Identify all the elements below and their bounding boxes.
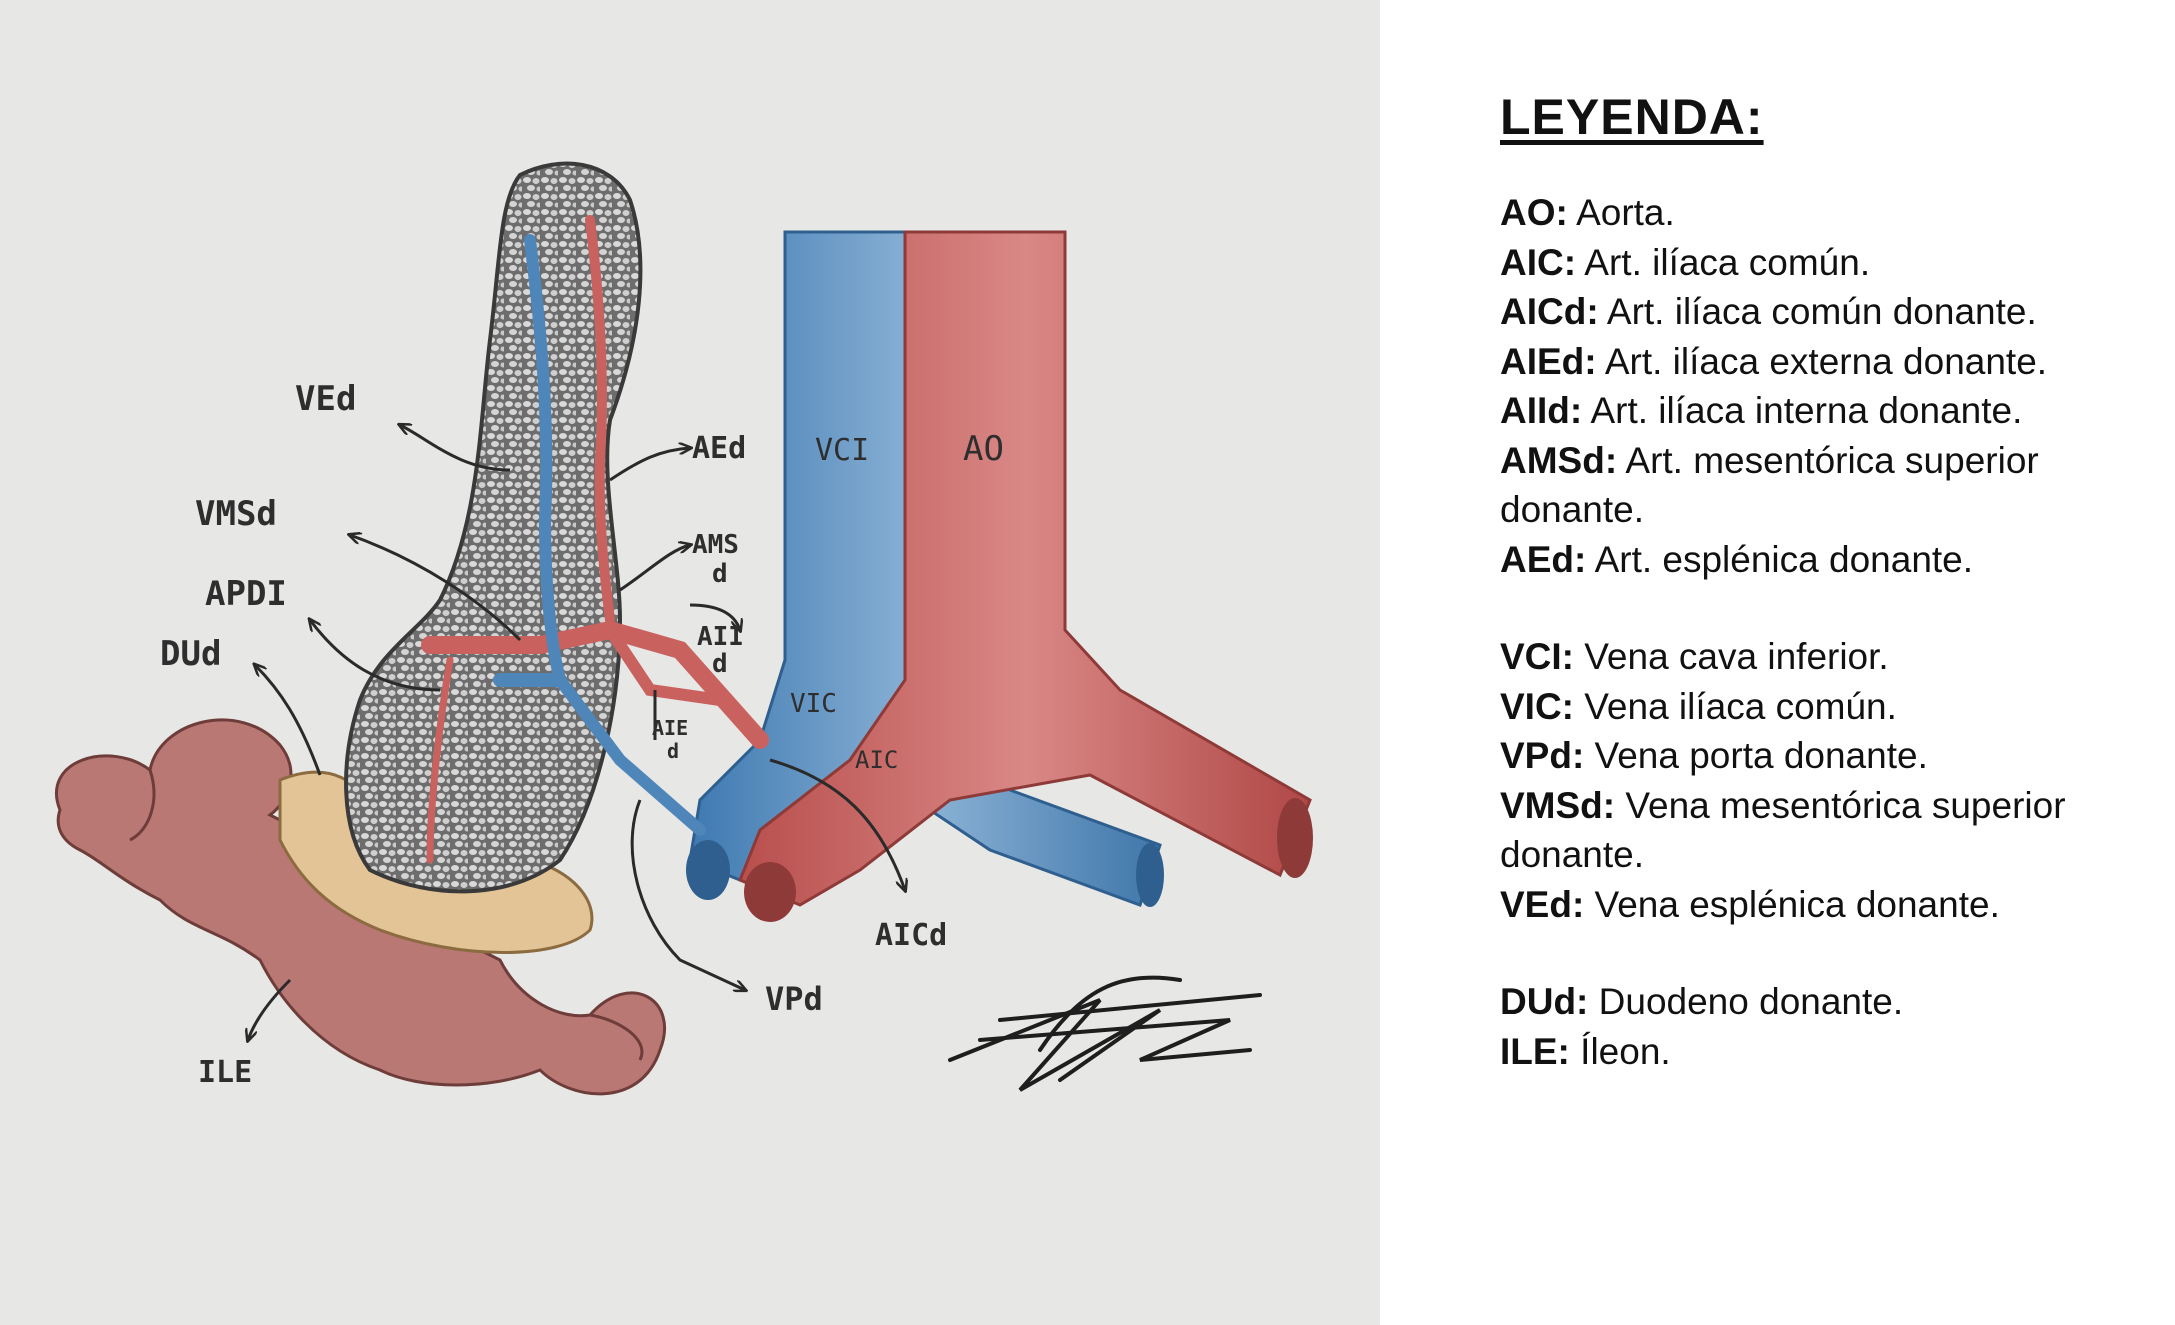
legend-group [1500, 977, 2175, 1076]
legend-description: Art. ilíaca común donante. [1598, 291, 2037, 332]
legend-entry [1500, 682, 2175, 732]
legend-description: Art. ilíaca común. [1576, 241, 1871, 283]
label-aii-line2: d [712, 649, 728, 679]
label-ile: ILE [198, 1055, 253, 1090]
legend-entry [1500, 436, 2175, 535]
legend-abbreviation: AIEd: [1500, 340, 1597, 382]
label-vci: VCI [815, 433, 870, 468]
legend-description: Vena ilíaca común. [1574, 685, 1897, 727]
legend-abbreviation: AICd: [1500, 291, 1599, 332]
legend-title: LEYENDA: [1500, 89, 1764, 145]
legend-entry [1500, 535, 2175, 585]
legend-entry [1500, 977, 2175, 1027]
legend-description: Vena porta donante. [1584, 735, 1928, 776]
label-ams-line2: d [712, 559, 728, 589]
legend-entry [1500, 188, 2175, 238]
legend-entry [1500, 287, 2175, 337]
label-aic: AIC [855, 746, 899, 774]
legend-entry [1500, 386, 2175, 436]
legend-group [1500, 632, 2175, 929]
legend-entry [1500, 880, 2175, 930]
legend [1500, 88, 2175, 1124]
legend-group [1500, 188, 2175, 584]
legend-abbreviation: VMSd: [1500, 784, 1616, 826]
legend-entry [1500, 632, 2175, 682]
legend-entry [1500, 238, 2175, 288]
legend-description: Vena cava inferior. [1574, 636, 1889, 677]
legend-entry [1500, 731, 2175, 781]
legend-abbreviation: VEd: [1500, 883, 1585, 925]
label-vpd: VPd [765, 980, 823, 1018]
legend-description: Duodeno donante. [1588, 981, 1904, 1022]
label-aicd: AICd [875, 918, 948, 953]
legend-description: Aorta. [1567, 192, 1675, 233]
legend-entry [1500, 337, 2175, 387]
legend-entry [1500, 1027, 2175, 1077]
label-aed: AEd [692, 431, 747, 466]
label-apdi: APDI [205, 574, 287, 614]
legend-description: Vena esplénica donante. [1584, 883, 2000, 925]
label-aii-line1: AII [697, 622, 744, 652]
legend-description: Art. ilíaca interna donante. [1582, 390, 2023, 431]
legend-description: Art. esplénica donante. [1586, 538, 1974, 580]
legend-abbreviation: AIId: [1500, 390, 1583, 431]
label-ved: VEd [295, 379, 357, 419]
legend-abbreviation: AO: [1500, 192, 1568, 233]
label-ams-line1: AMS [692, 530, 739, 560]
legend-description: Íleon. [1569, 1030, 1671, 1072]
label-vmsd: VMSd [195, 494, 277, 534]
legend-description: Vena mesentórica superior donante. [1500, 784, 2066, 875]
legend-entry [1500, 781, 2175, 880]
legend-description: Art. mesentórica superior donante. [1500, 439, 2039, 530]
legend-description: Art. ilíaca externa donante. [1596, 340, 2048, 382]
legend-abbreviation: AEd: [1500, 538, 1587, 580]
legend-abbreviation: VCI: [1500, 636, 1574, 677]
label-aie-line1: AIE [652, 716, 689, 740]
legend-abbreviation: AMSd: [1500, 439, 1618, 481]
label-aie-line2: d [667, 739, 680, 763]
legend-abbreviation: VIC: [1500, 685, 1574, 727]
legend-abbreviation: ILE: [1500, 1030, 1570, 1072]
legend-abbreviation: AIC: [1500, 241, 1577, 283]
label-vic: VIC [790, 689, 837, 719]
legend-abbreviation: VPd: [1500, 735, 1585, 776]
legend-groups [1500, 188, 2175, 1076]
legend-abbreviation: DUd: [1500, 981, 1589, 1022]
label-dud: DUd [160, 634, 222, 674]
label-ao: AO [963, 429, 1004, 469]
